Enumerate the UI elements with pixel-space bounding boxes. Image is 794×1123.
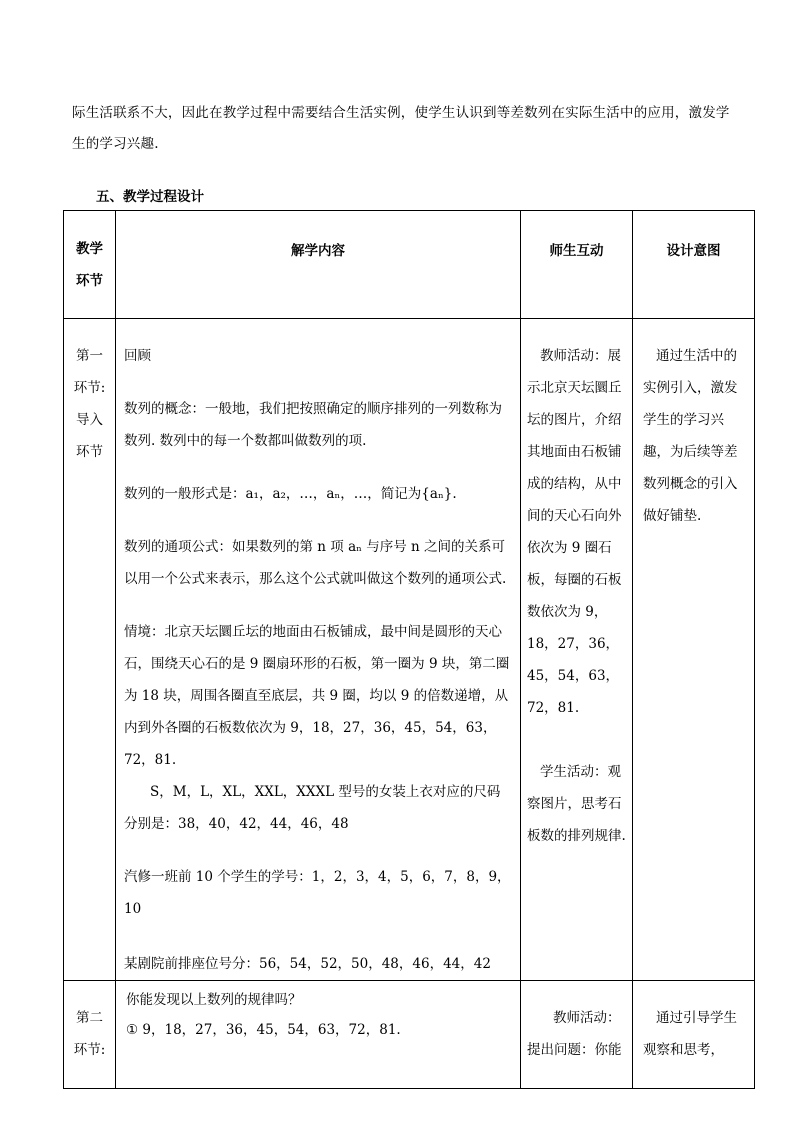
header-stage-line1: 教学 (76, 241, 103, 257)
table-row (64, 981, 755, 1089)
header-stage-line2: 环节 (76, 273, 103, 289)
teacher-question: 提出问题：你能 (527, 1042, 622, 1058)
stage-line: 第二 (76, 1010, 103, 1026)
sequence-general-form: 数列的一般形式是：a₁，a₂，…，aₙ，…，简记为{aₙ}. (124, 486, 457, 502)
content-cell (116, 319, 521, 981)
header-intent-label: 设计意图 (666, 243, 721, 259)
stage-line: 第一 (76, 348, 103, 364)
stage-line: 环节: (73, 380, 106, 396)
header-content-label: 解学内容 (291, 243, 345, 259)
pattern-item-1: ① 9，18，27，36，45，54，63，72，81. (126, 1022, 401, 1038)
clothing-sizes: S，M，L，XL，XXL，XXXL 型号的女装上衣对应的尺码分别是：38，40，42，44，46，48 (124, 784, 501, 832)
header-content (116, 211, 521, 319)
table-row (64, 319, 755, 981)
teacher-activity: 教师活动：展示北京天坛圜丘坛的图片，介绍其地面由石板铺成的结构，从中间的天心石向外依次为 9 圈石板，每圈的石板数依次为 9，18，27，36，45，54，63，72，81. (527, 348, 622, 716)
sequence-concept: 数列的概念：一般地，我们把按照确定的顺序排列的一列数称为数列. 数列中的每一个数都叫做数列的项. (124, 401, 502, 449)
lesson-process-table (63, 210, 755, 1089)
header-stage (64, 211, 116, 319)
review-label: 回顾 (124, 348, 151, 364)
interaction-cell (521, 981, 633, 1089)
general-term-formula: 数列的通项公式：如果数列的第 n 项 aₙ 与序号 n 之间的关系可以用一个公式来表示，那么这个公式就叫做这个数列的通项公式. (124, 539, 507, 587)
teacher-activity: 教师活动： (553, 1010, 621, 1026)
student-numbers: 汽修一班前 10 个学生的学号：1，2，3，4，5，6，7，8，9，10 (124, 869, 511, 917)
design-intent: 通过引导学生观察和思考， (643, 1010, 737, 1058)
header-interaction-label: 师生互动 (549, 243, 604, 259)
intent-cell (633, 981, 755, 1089)
stage-line: 环节: (73, 1042, 106, 1058)
scenario-text: 情境：北京天坛圜丘坛的地面由石板铺成，最中间是圆形的天心石，围绕天心石的是 9 圈扇环形的石板，第一圈为 9 块，第二圈为 18 块，周围各圈直至底层，共 9 圈，均以 9 的倍数递增，从内到外各圈的石板数依次为 9，18，27，36，45，54，63，72，81. (124, 624, 510, 768)
header-intent (633, 211, 755, 319)
stage-cell (64, 981, 116, 1089)
theater-seats: 某剧院前排座位号分：56，54，52，50，48，46，44，42 (124, 956, 491, 972)
stage-line: 导入 (76, 412, 103, 428)
stage-cell (64, 319, 116, 981)
content-cell (116, 981, 521, 1089)
student-activity: 学生活动：观察图片，思考石板数的排列规律. (527, 764, 626, 844)
design-intent: 通过生活中的实例引入，激发学生的学习兴趣，为后续等差数列概念的引入做好铺垫. (643, 348, 738, 524)
stage-line: 环节 (76, 444, 103, 460)
intro-paragraph: 际生活联系不大，因此在教学过程中需要结合生活实例，使学生认识到等差数列在实际生活中的应用，激发学生的学习兴趣. (72, 105, 730, 152)
pattern-question: 你能发现以上数列的规律吗？ (126, 992, 302, 1008)
section-heading: 五、教学过程设计 (96, 189, 204, 205)
table-header-row (64, 211, 755, 319)
intent-cell (633, 319, 755, 981)
header-interaction (521, 211, 633, 319)
interaction-cell (521, 319, 633, 981)
